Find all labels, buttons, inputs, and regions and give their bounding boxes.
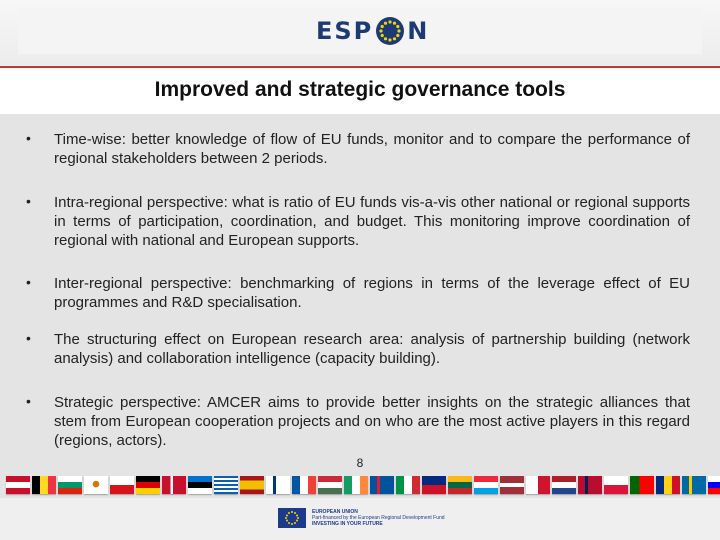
hungary-flag-icon [318, 476, 342, 494]
denmark-flag-icon [162, 476, 186, 494]
greece-flag-icon [214, 476, 238, 494]
page-number: 8 [356, 456, 364, 470]
bullet-text: Inter-regional perspective: benchmarking of regions in terms of the leverage effect of EU programmes and R&D specialisation. [54, 275, 690, 311]
logo-text-left: ESP [316, 17, 374, 45]
eu-line-3: INVESTING IN YOUR FUTURE [312, 521, 383, 527]
spain-flag-icon [240, 476, 264, 494]
finland-flag-icon [266, 476, 290, 494]
bullet-marker: • [26, 274, 31, 290]
latvia-flag-icon [500, 476, 524, 494]
italy-flag-icon [396, 476, 420, 494]
logo-text-right: N [407, 17, 430, 45]
eu-funding-text [312, 509, 472, 527]
austria-flag-icon [6, 476, 30, 494]
czech-flag-icon [110, 476, 134, 494]
netherlands-flag-icon [552, 476, 576, 494]
luxembourg-flag-icon [474, 476, 498, 494]
cyprus-flag-icon [84, 476, 108, 494]
eu-funding-logo [278, 508, 472, 528]
sweden-flag-icon [682, 476, 706, 494]
france-flag-icon [292, 476, 316, 494]
slovenia-flag-icon [708, 476, 720, 494]
bulgaria-flag-icon [58, 476, 82, 494]
bullet-marker: • [26, 393, 31, 409]
bullet-text: The structuring effect on European research area: analysis of partnership building (network analysis) and collaboration intelligence (capacity building). [54, 331, 690, 367]
liechtenstein-flag-icon [422, 476, 446, 494]
bullet-marker: • [26, 193, 31, 209]
bullet-text: Time-wise: better knowledge of flow of EU funds, monitor and to compare the performance of regional stakeholders between 2 periods. [54, 131, 690, 167]
eu-line-2: Part-financed by the European Regional Development Fund [312, 515, 445, 521]
ireland-flag-icon [344, 476, 368, 494]
eu-stars-icon [376, 17, 404, 45]
belgium-flag-icon [32, 476, 56, 494]
estonia-flag-icon [188, 476, 212, 494]
iceland-flag-icon [370, 476, 394, 494]
portugal-flag-icon [630, 476, 654, 494]
lithuania-flag-icon [448, 476, 472, 494]
bullet-marker: • [26, 130, 31, 146]
malta-flag-icon [526, 476, 550, 494]
romania-flag-icon [656, 476, 680, 494]
bullet-text: Strategic perspective: AMCER aims to provide better insights on the strategic alliances that stem from European cooperation projects and on who are the most active players in this regard (regions, actors). [54, 394, 690, 449]
bullet-marker: • [26, 330, 31, 346]
norway-flag-icon [578, 476, 602, 494]
bullet-text: Intra-regional perspective: what is ratio of EU funds vis-a-vis other national or regional supports in terms of participation, coordination, and budget. This monitoring improve coordination of regional with national and European supports. [54, 194, 690, 249]
germany-flag-icon [136, 476, 160, 494]
eu-flag-icon [278, 508, 306, 528]
espon-logo [316, 14, 429, 48]
poland-flag-icon [604, 476, 628, 494]
slide-title-wrap [0, 78, 720, 102]
flag-strip [0, 476, 720, 496]
slide-title: Improved and strategic governance tools [154, 78, 566, 101]
eu-line-1: EUROPEAN UNION [312, 509, 358, 515]
